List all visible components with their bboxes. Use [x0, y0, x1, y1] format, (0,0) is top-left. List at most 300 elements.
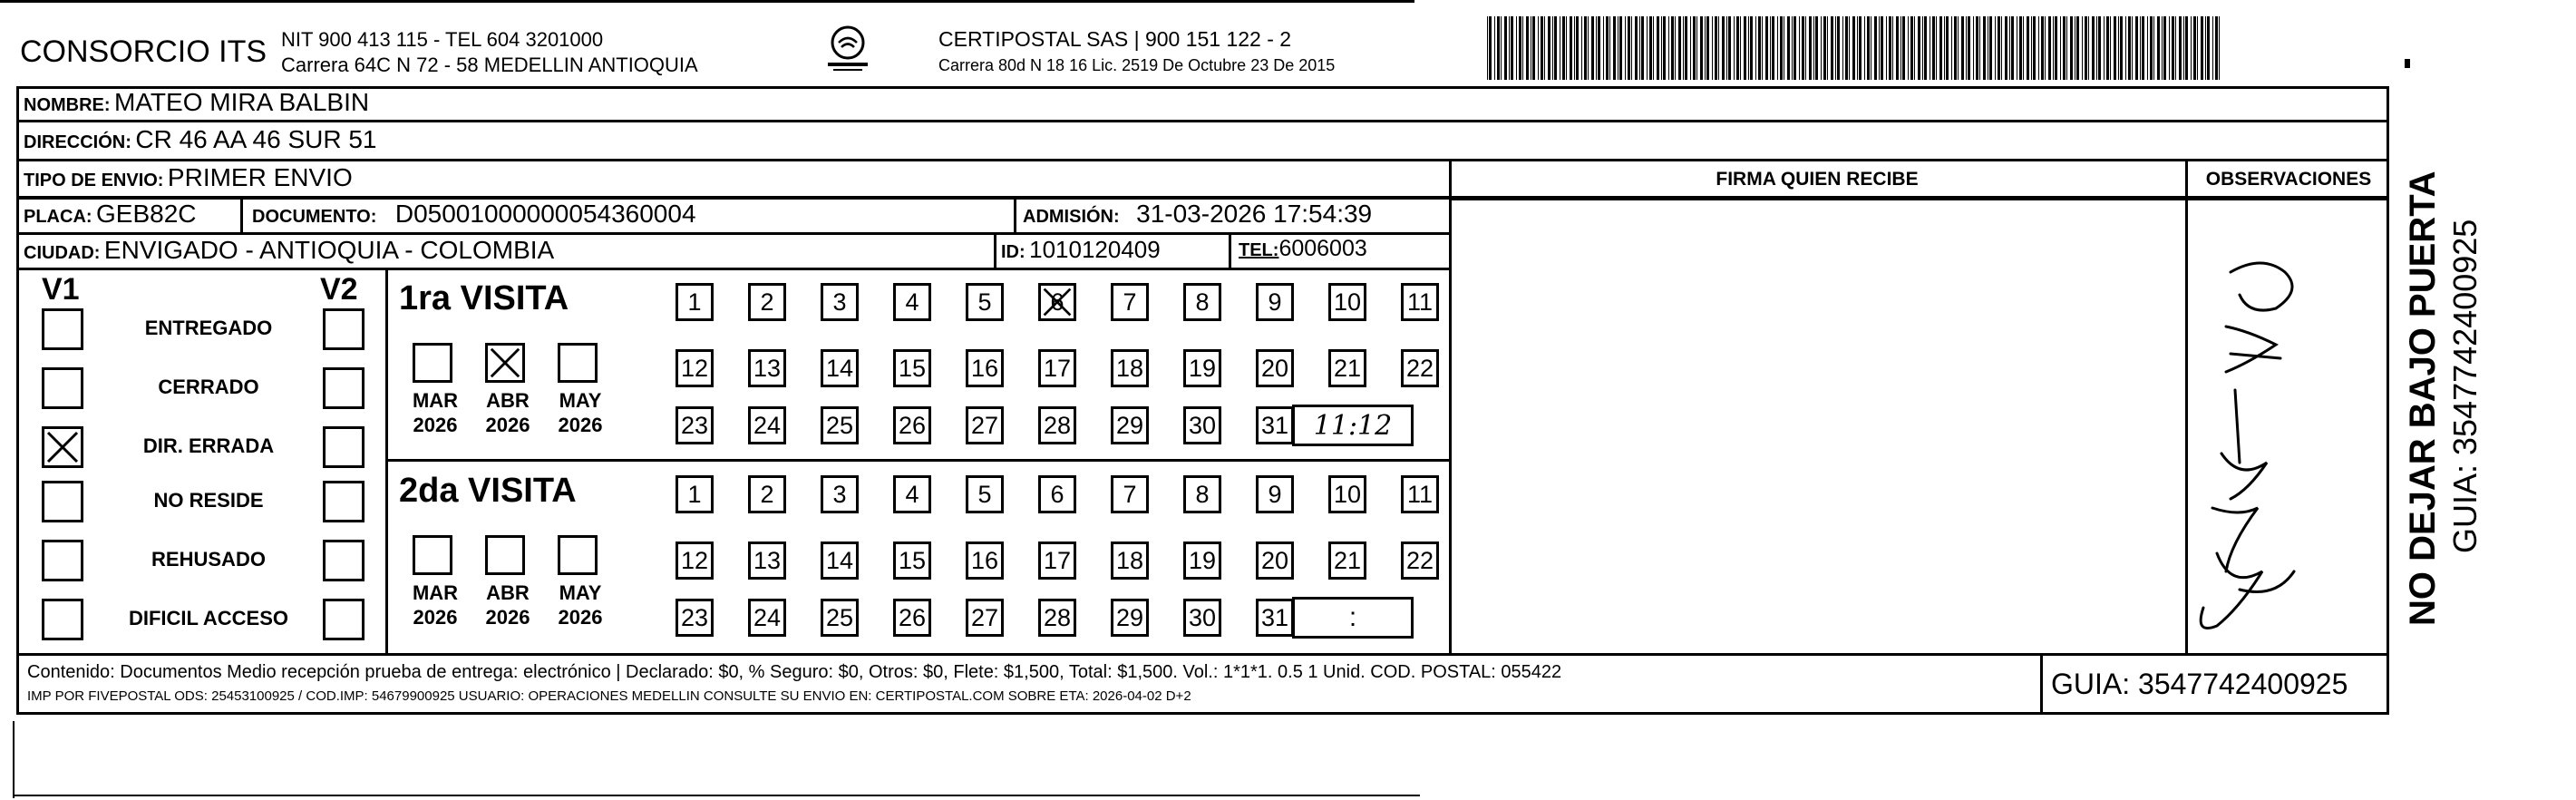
barcode-bar — [2055, 16, 2057, 80]
day-box[interactable]: 5 — [966, 283, 1004, 321]
barcode-bar — [2060, 16, 2061, 80]
plate-label: PLACA: — [24, 207, 92, 227]
barcode-bar — [1748, 16, 1749, 80]
barcode-bar — [1734, 16, 1735, 80]
address-label: DIRECCIÓN: — [24, 132, 131, 152]
barcode-bar — [1954, 16, 1957, 80]
barcode-bar — [1852, 16, 1855, 80]
barcode-bar — [2110, 16, 2111, 80]
send-type-row — [24, 163, 353, 192]
barcode-bar — [2197, 16, 2198, 80]
handwritten-signature — [2176, 245, 2312, 653]
barcode-bar — [1973, 16, 1974, 80]
barcode-bar — [1951, 16, 1952, 80]
footer-guia: GUIA: 3547742400925 — [2051, 668, 2348, 700]
barcode-bar — [2172, 16, 2174, 80]
barcode-bar — [2120, 16, 2123, 80]
month-checkbox[interactable] — [485, 343, 525, 383]
day-box[interactable]: 13 — [748, 541, 786, 580]
barcode-bar — [1896, 16, 1899, 80]
barcode-bar — [1574, 16, 1575, 80]
barcode-bar — [1961, 16, 1964, 80]
day-box[interactable]: 14 — [821, 541, 859, 580]
name-value: MATEO MIRA BALBIN — [114, 88, 370, 116]
barcode-bar — [1641, 16, 1644, 80]
month-label: MAR 2026 — [412, 389, 459, 436]
barcode-bar — [2001, 16, 2002, 80]
barcode-bar — [1635, 16, 1638, 80]
day-box[interactable]: 25 — [821, 599, 859, 637]
barcode-bar — [1618, 16, 1619, 80]
day-box[interactable]: 22 — [1401, 349, 1439, 387]
month-label: MAY 2026 — [558, 389, 603, 436]
barcode-bar — [2066, 16, 2067, 80]
day-box[interactable]: 8 — [1183, 283, 1221, 321]
barcode-bar — [1908, 16, 1909, 80]
barcode-bar — [1696, 16, 1697, 80]
barcode-bar — [1554, 16, 1557, 80]
barcode-bar — [1494, 16, 1495, 80]
barcode-bar — [1712, 16, 1713, 80]
barcode-bar — [1685, 16, 1687, 80]
barcode-bar — [1849, 16, 1850, 80]
barcode-bar — [2096, 16, 2097, 80]
day-box[interactable]: 6 — [1038, 475, 1076, 513]
barcode-bar — [1976, 16, 1978, 80]
barcode-bar — [1631, 16, 1632, 80]
barcode-bar — [2125, 16, 2126, 80]
barcode-bar — [2041, 16, 2044, 80]
barcode-bar — [1598, 16, 1600, 80]
day-box[interactable]: 13 — [748, 349, 786, 387]
barcode-bar — [1995, 16, 1996, 80]
barcode-bar — [1805, 16, 1806, 80]
barcode-bar — [1487, 16, 1488, 80]
barcode-bar — [1657, 16, 1659, 80]
barcode-bar — [1892, 16, 1893, 80]
barcode-bar — [2027, 16, 2029, 80]
day-box[interactable]: 10 — [1328, 283, 1366, 321]
barcode-bar — [2185, 16, 2188, 80]
day-box[interactable]: 19 — [1183, 541, 1221, 580]
day-box[interactable]: 17 — [1038, 349, 1076, 387]
barcode-bar — [1989, 16, 1992, 80]
barcode-bar — [1777, 16, 1778, 80]
day-box[interactable]: 9 — [1256, 283, 1294, 321]
barcode-bar — [1780, 16, 1783, 80]
barcode-bar — [1613, 16, 1616, 80]
day-box[interactable]: 16 — [966, 541, 1004, 580]
id-value: 1010120409 — [1029, 236, 1161, 263]
barcode-bar — [1544, 16, 1545, 80]
barcode-bar — [2163, 16, 2166, 80]
barcode-bar — [1998, 16, 2000, 80]
status-label: CERRADO — [158, 376, 259, 398]
barcode-bar — [1842, 16, 1843, 80]
barcode-bar — [1837, 16, 1840, 80]
document-label: DOCUMENTO: — [252, 207, 377, 227]
barcode-bar — [1552, 16, 1553, 80]
barcode-bar — [1603, 16, 1604, 80]
barcode-bar — [1722, 16, 1725, 80]
barcode-bar — [1765, 16, 1768, 80]
day-box[interactable]: 28 — [1038, 406, 1076, 444]
barcode-bar — [2153, 16, 2154, 80]
company-name: CONSORCIO ITS — [20, 34, 267, 69]
v2-checkbox[interactable] — [323, 481, 365, 522]
barcode-bar — [1944, 16, 1945, 80]
barcode-bar — [2088, 16, 2089, 80]
barcode-bar — [1879, 16, 1880, 80]
barcode-bar — [1497, 16, 1500, 80]
send-type-label: TIPO DE ENVIO: — [24, 171, 164, 190]
courier-name: CERTIPOSTAL SAS | 900 151 122 - 2 — [938, 27, 1292, 51]
barcode-bar — [1639, 16, 1640, 80]
certipostal-logo-icon — [812, 23, 884, 77]
barcode-bar — [1576, 16, 1579, 80]
day-box[interactable]: 14 — [821, 349, 859, 387]
barcode-bar — [1809, 16, 1812, 80]
company-address: Carrera 64C N 72 - 58 MEDELLIN ANTIOQUIA — [281, 54, 698, 76]
day-box[interactable]: 3 — [821, 475, 859, 513]
v1-checkbox[interactable] — [42, 540, 83, 581]
barcode-bar — [2106, 16, 2109, 80]
company-nit: NIT 900 413 115 - TEL 604 3201000 — [281, 28, 604, 51]
barcode-bar — [2118, 16, 2119, 80]
barcode-bar — [1758, 16, 1761, 80]
barcode-bar — [1918, 16, 1920, 80]
barcode-bar — [1867, 16, 1870, 80]
barcode-bar — [2019, 16, 2022, 80]
day-box[interactable]: 2 — [748, 475, 786, 513]
day-box[interactable]: 30 — [1183, 406, 1221, 444]
barcode-bar — [1718, 16, 1719, 80]
barcode-bar — [1726, 16, 1727, 80]
barcode-bar — [1966, 16, 1967, 80]
barcode-bar — [1570, 16, 1572, 80]
address-row — [24, 125, 377, 154]
day-box[interactable]: 19 — [1183, 349, 1221, 387]
barcode-bar — [1516, 16, 1517, 80]
barcode-bar — [1910, 16, 1913, 80]
side-notice: NO DEJAR BAJO PUERTA — [2403, 171, 2443, 626]
day-box[interactable]: 21 — [1328, 349, 1366, 387]
month-label: ABR 2026 — [485, 389, 530, 436]
day-box[interactable]: 1 — [676, 475, 714, 513]
barcode-bar — [1770, 16, 1771, 80]
month-checkbox[interactable] — [413, 343, 452, 383]
barcode-bar — [1562, 16, 1565, 80]
day-box[interactable]: 11 — [1401, 475, 1439, 513]
v2-header: V2 — [320, 272, 358, 307]
barcode-bar — [2169, 16, 2170, 80]
day-box[interactable]: 17 — [1038, 541, 1076, 580]
barcode-bar — [2147, 16, 2148, 80]
barcode-bar — [1793, 16, 1796, 80]
v2-checkbox[interactable] — [323, 308, 365, 350]
barcode-bar — [1864, 16, 1865, 80]
v2-checkbox[interactable] — [323, 540, 365, 581]
plate-value: GEB82C — [96, 200, 197, 228]
barcode-bar — [1914, 16, 1915, 80]
day-box[interactable]: 3 — [821, 283, 859, 321]
day-box[interactable]: 12 — [676, 349, 714, 387]
tel-value: 6006003 — [1278, 236, 1367, 261]
day-box[interactable]: 27 — [966, 406, 1004, 444]
v2-checkbox[interactable] — [323, 426, 365, 468]
day-box[interactable]: 8 — [1183, 475, 1221, 513]
barcode-bar — [1661, 16, 1662, 80]
plate-row — [24, 200, 197, 229]
time-box[interactable]: 11:12 — [1292, 405, 1414, 446]
day-box[interactable]: 26 — [893, 599, 931, 637]
name-label: NOMBRE: — [24, 95, 111, 115]
barcode-bar — [1827, 16, 1828, 80]
status-label: ENTREGADO — [144, 317, 273, 339]
barcode-bar — [2132, 16, 2133, 80]
day-box[interactable]: 4 — [893, 283, 931, 321]
footer-content-line: Contenido: Documentos Medio recepción prueba de entrega: electrónico | Declarado: $0, % Seguro: $0, Otros: $0, Flete: $1,500, Total: $1,500. Vol.: 1*1*1. 0.5 1 Unid. COD. POSTAL: 055422 — [27, 662, 1562, 682]
barcode-bar — [2191, 16, 2192, 80]
visit-title: 2da VISITA — [399, 472, 577, 510]
barcode-bar — [2135, 16, 2138, 80]
day-box[interactable]: 26 — [893, 406, 931, 444]
barcode-bar — [2157, 16, 2160, 80]
barcode-bar — [1541, 16, 1543, 80]
barcode-bar — [1693, 16, 1696, 80]
name-row — [24, 88, 369, 117]
barcode-bar — [1968, 16, 1970, 80]
barcode-bar — [1813, 16, 1814, 80]
day-box[interactable]: 18 — [1111, 541, 1149, 580]
v1-checkbox[interactable] — [42, 599, 83, 640]
check-x-icon — [1041, 286, 1074, 325]
scan-edge-left — [13, 721, 15, 798]
day-box[interactable]: 4 — [893, 475, 931, 513]
barcode-bar — [1548, 16, 1550, 80]
day-box[interactable]: 30 — [1183, 599, 1221, 637]
barcode-bar — [2098, 16, 2101, 80]
barcode-bar — [1504, 16, 1507, 80]
day-box[interactable]: 20 — [1256, 349, 1294, 387]
address-value: CR 46 AA 46 SUR 51 — [135, 125, 377, 153]
barcode-bar — [1772, 16, 1774, 80]
barcode-bar — [1932, 16, 1935, 80]
day-box[interactable]: 18 — [1111, 349, 1149, 387]
barcode-bar — [1787, 16, 1790, 80]
month-checkbox[interactable] — [413, 535, 452, 575]
barcode-bar — [1588, 16, 1589, 80]
day-box[interactable]: 5 — [966, 475, 1004, 513]
barcode-bar — [1678, 16, 1681, 80]
barcode-bar — [2092, 16, 2095, 80]
check-x-icon — [488, 346, 522, 385]
status-label: DIFICIL ACCESO — [128, 607, 288, 629]
barcode-bar — [1802, 16, 1804, 80]
day-box[interactable]: 7 — [1111, 475, 1149, 513]
barcode-bar — [1526, 16, 1529, 80]
barcode-bar — [1581, 16, 1582, 80]
barcode — [1487, 16, 2221, 80]
barcode-bar — [1728, 16, 1731, 80]
day-box[interactable]: 29 — [1111, 406, 1149, 444]
barcode-bar — [1690, 16, 1691, 80]
barcode-bar — [2033, 16, 2036, 80]
barcode-bar — [2031, 16, 2032, 80]
barcode-bar — [1675, 16, 1676, 80]
day-box[interactable]: 6 — [1038, 283, 1076, 321]
day-box[interactable]: 15 — [893, 541, 931, 580]
month-checkbox[interactable] — [558, 535, 598, 575]
barcode-bar — [1939, 16, 1942, 80]
barcode-bar — [1792, 16, 1793, 80]
day-box[interactable]: 12 — [676, 541, 714, 580]
barcode-bar — [1881, 16, 1883, 80]
day-box[interactable]: 1 — [676, 283, 714, 321]
v1-header: V1 — [42, 272, 80, 307]
day-box[interactable]: 22 — [1401, 541, 1439, 580]
barcode-bar — [2162, 16, 2163, 80]
barcode-bar — [1619, 16, 1622, 80]
day-box[interactable]: 16 — [966, 349, 1004, 387]
barcode-bar — [1744, 16, 1746, 80]
barcode-bar — [1762, 16, 1763, 80]
day-box[interactable]: 11 — [1401, 283, 1439, 321]
barcode-bar — [1649, 16, 1652, 80]
barcode-bar — [1750, 16, 1753, 80]
v2-checkbox[interactable] — [323, 367, 365, 409]
visit-title: 1ra VISITA — [399, 279, 569, 317]
v2-checkbox[interactable] — [323, 599, 365, 640]
barcode-bar — [2053, 16, 2054, 80]
barcode-bar — [2215, 16, 2218, 80]
id-label: ID: — [1001, 242, 1026, 262]
barcode-bar — [1663, 16, 1666, 80]
barcode-bar — [1946, 16, 1949, 80]
city-label: CIUDAD: — [24, 243, 101, 263]
barcode-bar — [1936, 16, 1937, 80]
barcode-bar — [2175, 16, 2176, 80]
day-box[interactable]: 28 — [1038, 599, 1076, 637]
barcode-bar — [1647, 16, 1648, 80]
barcode-bar — [2193, 16, 2196, 80]
footer-imp-line: IMP POR FIVEPOSTAL ODS: 25453100925 / COD.IMP: 54679900925 USUARIO: OPERACIONES MEDELLIN CONSULTE SU ENVIO EN: CERTIPOSTAL.COM SOBRE ETA: 2026-04-02 D+2 — [27, 688, 1191, 704]
day-box[interactable]: 24 — [748, 406, 786, 444]
v1-checkbox[interactable] — [42, 367, 83, 409]
city-row — [24, 236, 554, 265]
barcode-bar — [1835, 16, 1836, 80]
barcode-bar — [1538, 16, 1539, 80]
observations-label: OBSERVACIONES — [2205, 169, 2372, 190]
day-box[interactable]: 23 — [676, 406, 714, 444]
barcode-bar — [1671, 16, 1674, 80]
status-label: REHUSADO — [151, 548, 266, 571]
day-box[interactable]: 7 — [1111, 283, 1149, 321]
barcode-bar — [1683, 16, 1684, 80]
month-label: MAR 2026 — [412, 581, 459, 629]
id-row — [1001, 236, 1161, 264]
barcode-bar — [1823, 16, 1826, 80]
barcode-bar — [1755, 16, 1756, 80]
barcode-bar — [1706, 16, 1709, 80]
barcode-bar — [1511, 16, 1513, 80]
side-guia: GUIA: 3547742400925 — [2446, 219, 2484, 553]
barcode-bar — [2201, 16, 2203, 80]
barcode-bar — [1628, 16, 1630, 80]
v1-checkbox[interactable] — [42, 308, 83, 350]
barcode-bar — [1902, 16, 1905, 80]
v1-checkbox[interactable] — [42, 426, 83, 468]
barcode-bar — [1922, 16, 1923, 80]
day-box[interactable]: 21 — [1328, 541, 1366, 580]
barcode-bar — [2128, 16, 2131, 80]
day-box[interactable]: 20 — [1256, 541, 1294, 580]
barcode-bar — [1606, 16, 1609, 80]
barcode-bar — [1845, 16, 1848, 80]
barcode-bar — [2045, 16, 2046, 80]
day-box[interactable]: 25 — [821, 406, 859, 444]
barcode-bar — [1958, 16, 1959, 80]
barcode-bar — [2048, 16, 2051, 80]
month-checkbox[interactable] — [485, 535, 525, 575]
barcode-bar — [1596, 16, 1597, 80]
admission-value: 31-03-2026 17:54:39 — [1136, 200, 1373, 228]
barcode-bar — [1591, 16, 1594, 80]
day-box[interactable]: 31 — [1256, 599, 1294, 637]
day-box[interactable]: 24 — [748, 599, 786, 637]
receiver-signature-label: FIRMA QUIEN RECIBE — [1716, 169, 1919, 190]
document-row — [252, 200, 696, 229]
courier-address: Carrera 80d N 18 16 Lic. 2519 De Octubre 23 De 2015 — [938, 56, 1336, 74]
day-box[interactable]: 15 — [893, 349, 931, 387]
barcode-bar — [2070, 16, 2073, 80]
tel-row — [1239, 236, 1367, 262]
month-checkbox[interactable] — [558, 343, 598, 383]
status-label: DIR. ERRADA — [142, 434, 275, 457]
barcode-bar — [2212, 16, 2213, 80]
v1-checkbox[interactable] — [42, 481, 83, 522]
day-box[interactable]: 2 — [748, 283, 786, 321]
day-box[interactable]: 23 — [676, 599, 714, 637]
barcode-bar — [2179, 16, 2182, 80]
scan-edge-bottom — [15, 795, 1420, 796]
day-box[interactable]: 9 — [1256, 475, 1294, 513]
day-box[interactable]: 31 — [1256, 406, 1294, 444]
barcode-bar — [2085, 16, 2087, 80]
barcode-bar — [1566, 16, 1567, 80]
barcode-bar — [1509, 16, 1510, 80]
day-box[interactable]: 29 — [1111, 599, 1149, 637]
barcode-bar — [2114, 16, 2116, 80]
barcode-bar — [1859, 16, 1862, 80]
barcode-bar — [2183, 16, 2184, 80]
barcode-bar — [1522, 16, 1523, 80]
barcode-bar — [2011, 16, 2014, 80]
city-value: ENVIGADO - ANTIOQUIA - COLOMBIA — [103, 236, 555, 264]
day-box[interactable]: 27 — [966, 599, 1004, 637]
barcode-bar — [1821, 16, 1822, 80]
time-box[interactable]: : — [1292, 597, 1414, 639]
barcode-bar — [1979, 16, 1980, 80]
barcode-bar — [2023, 16, 2024, 80]
barcode-bar — [2140, 16, 2141, 80]
barcode-bar — [2205, 16, 2206, 80]
day-box[interactable]: 10 — [1328, 475, 1366, 513]
barcode-bar — [1889, 16, 1891, 80]
barcode-bar — [1983, 16, 1986, 80]
barcode-bar — [1874, 16, 1877, 80]
month-label: ABR 2026 — [485, 581, 530, 629]
